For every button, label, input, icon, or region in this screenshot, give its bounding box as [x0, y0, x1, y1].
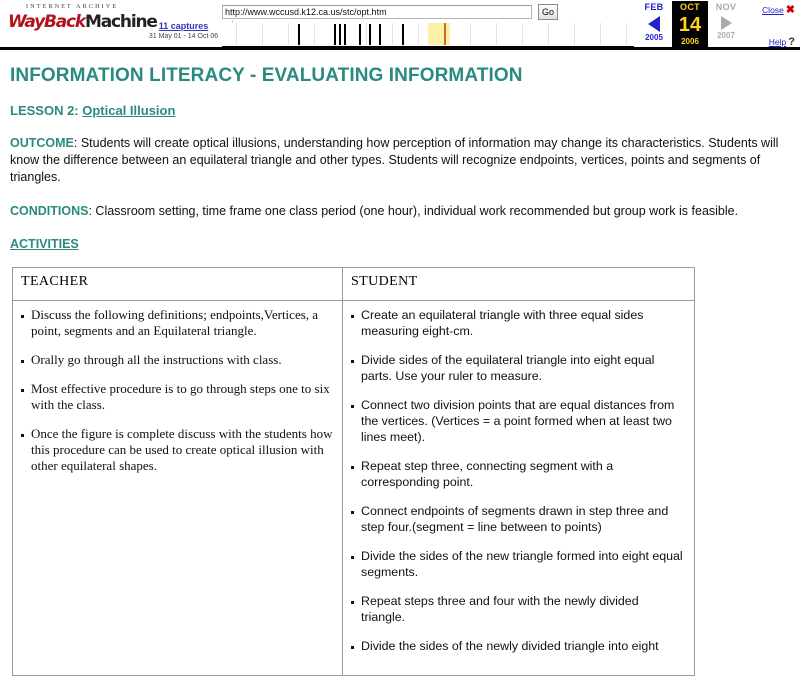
- conditions-paragraph: [10, 203, 792, 220]
- outcome-text: : Students will create optical illusions, understanding how perception of information may change its characteristics. Students will know the difference between an equilateral triangle and other types. Students will recognize endpoints, vertices, points and segments of triangles.: [10, 136, 779, 184]
- timeline-selected-band[interactable]: [428, 23, 450, 45]
- list-item: Connect endpoints of segments drawn in step three and step four.(segment = line between to points): [351, 503, 686, 535]
- next-capture-column[interactable]: [708, 1, 744, 47]
- close-icon[interactable]: ✖: [785, 4, 795, 16]
- timeline-current-marker[interactable]: [444, 23, 446, 45]
- page-title: INFORMATION LITERACY - EVALUATING INFORMATION: [10, 65, 523, 86]
- timeline-month-tick: [418, 23, 419, 45]
- list-item: Divide sides of the equilateral triangle into eight equal parts. Use your ruler to measure.: [351, 352, 686, 384]
- captures-date-range: 31 May 01 - 14 Oct 06: [148, 33, 219, 40]
- list-item: Repeat step three, connecting segment with a corresponding point.: [351, 458, 686, 490]
- teacher-cell: [13, 301, 343, 676]
- table-header-row: [13, 268, 695, 301]
- timeline-month-tick: [574, 23, 575, 45]
- next-year-label: 2007: [717, 31, 735, 40]
- timeline-month-tick: [470, 23, 471, 45]
- table-row: [13, 301, 695, 676]
- current-capture-column[interactable]: [672, 1, 708, 47]
- wayback-machine-wordmark: [8, 12, 157, 32]
- activities-table: [12, 267, 695, 676]
- timeline-month-tick: [600, 23, 601, 45]
- timeline-month-tick: [392, 23, 393, 45]
- timeline-month-tick: [314, 23, 315, 45]
- timeline-month-tick: [262, 23, 263, 45]
- timeline-month-tick: [496, 23, 497, 45]
- timeline-month-tick: [288, 23, 289, 45]
- internet-archive-label: INTERNET ARCHIVE: [26, 4, 119, 10]
- student-cell: [343, 301, 695, 676]
- conditions-text: : Classroom setting, time frame one class period (one hour), individual work recommended but group work is feasible.: [88, 204, 739, 218]
- list-item: Orally go through all the instructions with class.: [21, 352, 334, 368]
- next-arrow-icon[interactable]: [721, 16, 732, 30]
- help-row[interactable]: [749, 34, 795, 49]
- list-item: Divide the sides of the new triangle formed into eight equal segments.: [351, 548, 686, 580]
- list-item: Repeat steps three and four with the newly divided triangle.: [351, 593, 686, 625]
- machine-logo-text: Machine: [85, 12, 157, 32]
- wayback-logo[interactable]: [8, 3, 157, 43]
- captures-summary: [135, 20, 233, 48]
- close-row[interactable]: [749, 2, 795, 17]
- timeline-capture-mark[interactable]: [359, 24, 361, 45]
- timeline-capture-mark[interactable]: [298, 24, 300, 45]
- page-content: [0, 65, 800, 676]
- prev-month-label: FEB: [644, 2, 664, 12]
- timeline-capture-mark[interactable]: [344, 24, 346, 45]
- help-link[interactable]: Help: [768, 37, 787, 47]
- list-item: Most effective procedure is to go through steps one to six with the class.: [21, 381, 334, 413]
- help-icon[interactable]: ?: [788, 36, 795, 48]
- prev-year-label: 2005: [645, 33, 663, 42]
- captures-count-link[interactable]: 11 captures: [158, 21, 209, 31]
- close-link[interactable]: Close: [762, 5, 784, 15]
- activities-heading: [10, 237, 792, 251]
- timeline-capture-mark[interactable]: [402, 24, 404, 45]
- list-item: Create an equilateral triangle with three equal sides measuring eight-cm.: [351, 307, 686, 339]
- timeline-capture-mark[interactable]: [379, 24, 381, 45]
- lesson-label: LESSON 2:: [10, 103, 79, 118]
- timeline-month-tick: [548, 23, 549, 45]
- list-item: Discuss the following definitions; endpoints,Vertices, a point, segments and an Equilateral triangle.: [21, 307, 334, 339]
- url-input[interactable]: [222, 5, 532, 19]
- current-day-label: 14: [678, 14, 702, 36]
- column-header-teacher: TEACHER: [13, 268, 343, 301]
- wayback-logo-text: WayBack: [8, 12, 86, 32]
- timeline-month-tick: [626, 23, 627, 45]
- outcome-paragraph: [10, 135, 792, 186]
- student-bullet-list: [351, 307, 686, 654]
- timeline-capture-mark[interactable]: [339, 24, 341, 45]
- url-bar: [222, 5, 558, 21]
- timeline-month-tick: [522, 23, 523, 45]
- timeline-capture-mark[interactable]: [369, 24, 371, 45]
- next-month-label: NOV: [715, 2, 737, 12]
- wayback-toolbar: [0, 0, 800, 50]
- timeline-month-tick: [236, 23, 237, 45]
- capture-timeline[interactable]: [222, 23, 634, 47]
- list-item: Divide the sides of the newly divided triangle into eight: [351, 638, 686, 654]
- teacher-bullet-list: [21, 307, 334, 474]
- outcome-label: OUTCOME: [10, 136, 74, 150]
- go-button[interactable]: Go: [538, 4, 558, 20]
- prev-capture-column[interactable]: [636, 1, 672, 47]
- prev-arrow-icon[interactable]: [648, 16, 660, 32]
- list-item: Once the figure is complete discuss with the students how this procedure can be used to create optical illusion with other equilateral shapes.: [21, 426, 334, 474]
- date-navigator: [636, 1, 754, 47]
- list-item: Connect two division points that are equal distances from the vertices. (Vertices = a point formed when at least two lines meet).: [351, 397, 686, 445]
- lesson-title-link[interactable]: Optical Illusion: [82, 103, 176, 118]
- activities-link[interactable]: ACTIVITIES: [10, 237, 79, 251]
- lesson-heading: [10, 103, 792, 118]
- toolbar-corner-actions: [749, 2, 795, 46]
- conditions-label: CONDITIONS: [10, 204, 89, 218]
- timeline-month-tick: [366, 23, 367, 45]
- timeline-capture-mark[interactable]: [334, 24, 336, 45]
- current-year-label: 2006: [681, 37, 699, 46]
- current-month-label: OCT: [680, 2, 700, 12]
- column-header-student: STUDENT: [343, 268, 695, 301]
